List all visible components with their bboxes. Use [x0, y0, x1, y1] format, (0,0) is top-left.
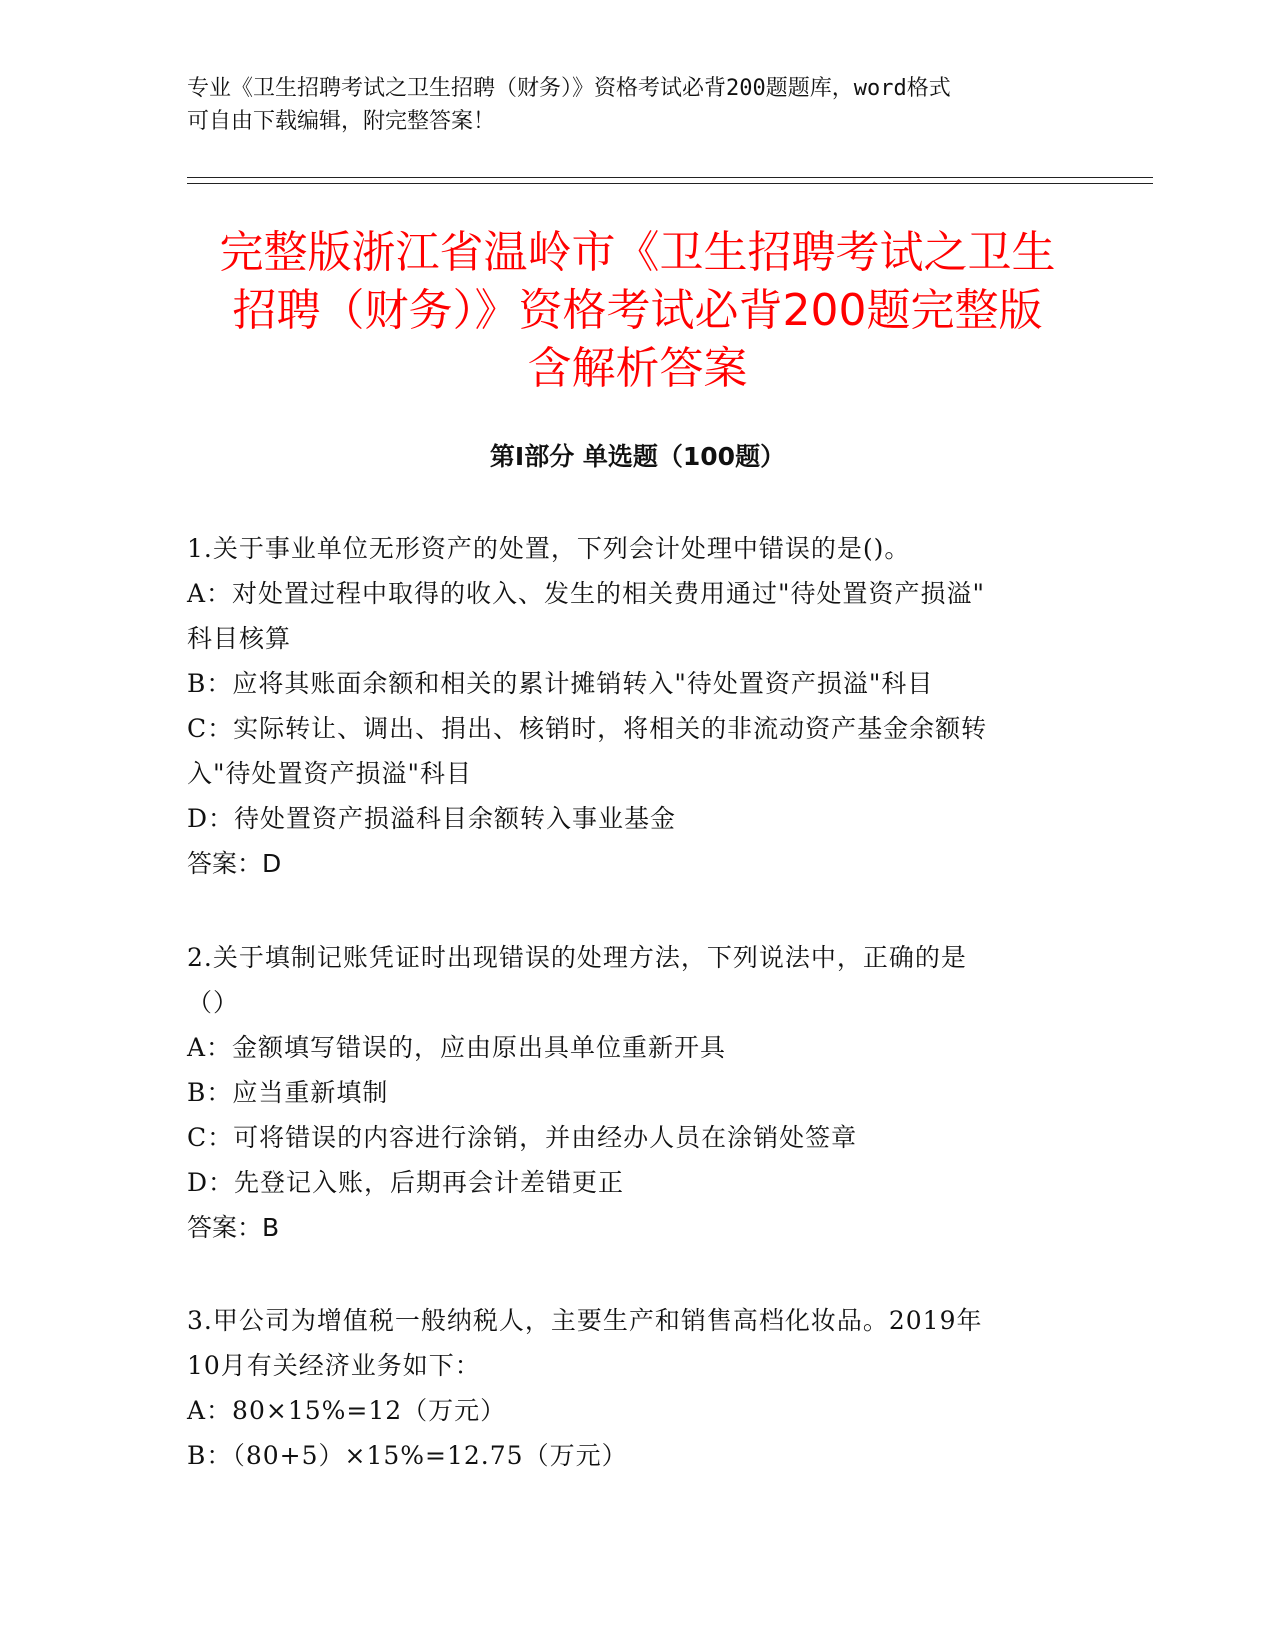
header-note-line-2: 可自由下载编辑，附完整答案！ — [187, 109, 496, 134]
question-stem: 3.甲公司为增值税一般纳税人，主要生产和销售高档化妆品。2019年 — [187, 1306, 983, 1335]
option-a-continued: 科目核算 — [187, 624, 292, 653]
document-title — [150, 224, 1125, 398]
question-2 — [187, 935, 1067, 1250]
header-note — [187, 72, 1067, 138]
option-c-continued: 入"待处置资产损溢"科目 — [187, 759, 472, 788]
question-stem: 2.关于填制记账凭证时出现错误的处理方法，下列说法中，正确的是 — [187, 943, 967, 972]
question-3 — [187, 1298, 1067, 1478]
answer: 答案：B — [187, 1213, 280, 1242]
option-c: C：实际转让、调出、捐出、核销时，将相关的非流动资产基金余额转 — [187, 714, 988, 743]
option-a: A：金额填写错误的，应由原出具单位重新开具 — [187, 1033, 727, 1062]
option-a: A：80×15%=12（万元） — [187, 1396, 507, 1425]
header-divider-top — [187, 177, 1153, 178]
document-title-line-1: 完整版浙江省温岭市《卫生招聘考试之卫生 — [219, 227, 1056, 278]
option-c: C：可将错误的内容进行涂销，并由经办人员在涂销处签章 — [187, 1123, 858, 1152]
question-stem: 1.关于事业单位无形资产的处置，下列会计处理中错误的是()。 — [187, 534, 911, 563]
option-b: B：应当重新填制 — [187, 1078, 389, 1107]
option-d: D：待处置资产损溢科目余额转入事业基金 — [187, 804, 677, 833]
option-a: A：对处置过程中取得的收入、发生的相关费用通过"待处置资产损溢" — [187, 579, 986, 608]
document-title-line-3: 含解析答案 — [527, 343, 748, 394]
question-1 — [187, 526, 1067, 886]
question-stem-continued: 10月有关经济业务如下： — [187, 1351, 481, 1380]
header-note-line-1: 专业《卫生招聘考试之卫生招聘（财务）》资格考试必背200题题库，word格式 — [187, 76, 951, 101]
option-d: D：先登记入账，后期再会计差错更正 — [187, 1168, 625, 1197]
option-b: B：（80+5）×15%=12.75（万元） — [187, 1441, 628, 1470]
header-divider-bottom — [187, 183, 1153, 184]
option-b: B：应将其账面余额和相关的累计摊销转入"待处置资产损溢"科目 — [187, 669, 934, 698]
section-title: 第I部分 单选题（100题） — [489, 442, 786, 471]
document-title-line-2: 招聘（财务）》资格考试必背200题完整版 — [232, 285, 1043, 336]
question-stem-continued: （） — [187, 988, 240, 1017]
answer: 答案：D — [187, 849, 282, 878]
